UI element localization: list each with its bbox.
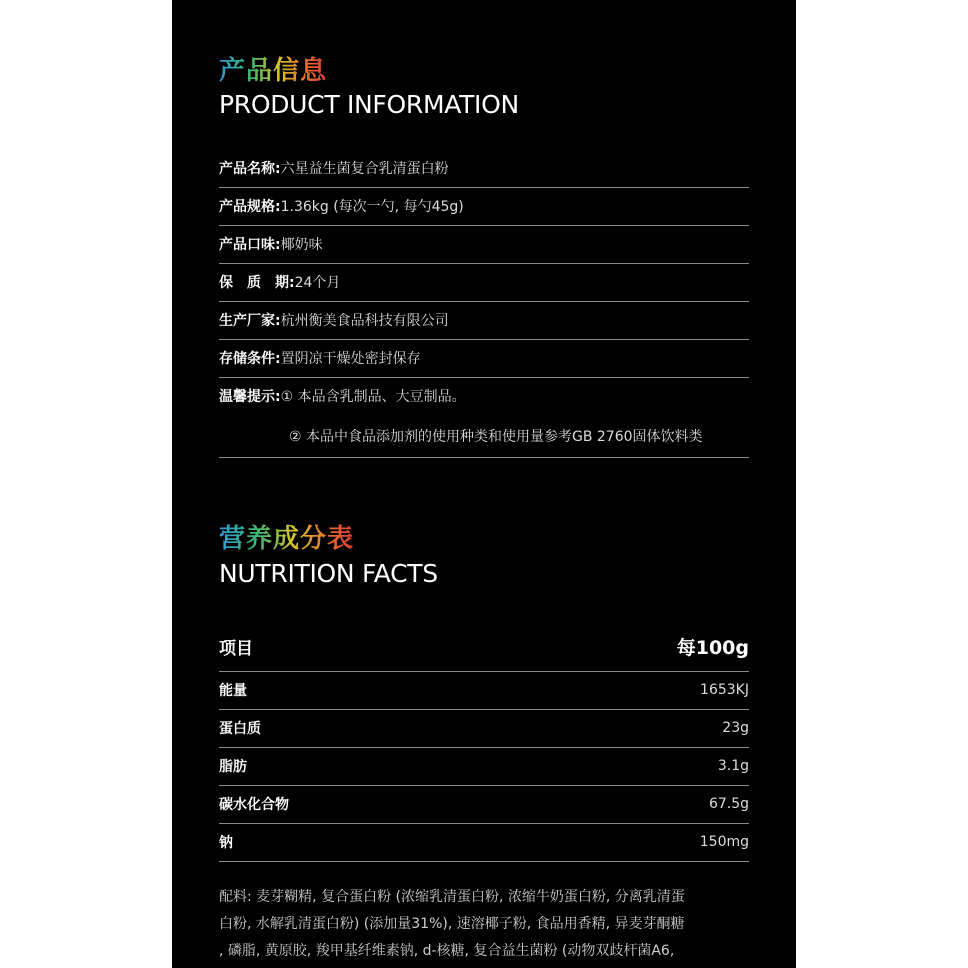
- ingredients-line: , 磷脂, 黄原胶, 羧甲基纤维素钠, d-核糖, 复合益生菌粉 (动物双歧杆菌A6,: [219, 943, 675, 959]
- info-row-shelf-life: [219, 263, 749, 302]
- info-row-flavor: [219, 225, 749, 264]
- info-label: 温馨提示:: [219, 389, 281, 405]
- header-per-100g: 每100g: [676, 636, 749, 659]
- info-value: 24个月: [294, 275, 341, 291]
- nutrient-name: 碳水化合物: [219, 797, 289, 813]
- ingredients-text: [219, 884, 759, 965]
- nutrition-table-header: [219, 621, 749, 672]
- nutrient-name: 钠: [219, 835, 233, 851]
- info-row-spec: [219, 187, 749, 226]
- info-value: 椰奶味: [280, 237, 323, 253]
- nutrient-value: 67.5g: [708, 796, 749, 812]
- nutrition-title-zh: 营养成分表: [219, 518, 354, 555]
- info-value: 六星益生菌复合乳清蛋白粉: [280, 161, 449, 177]
- info-row-storage: [219, 339, 749, 378]
- info-label: 产品口味:: [219, 237, 281, 253]
- table-row: [219, 709, 749, 748]
- info-value: 1.36kg (每次一勺, 每勺45g): [280, 199, 464, 215]
- nutrition-title-en: NUTRITION FACTS: [219, 559, 438, 588]
- info-row-manufacturer: [219, 301, 749, 340]
- info-row-tips-2: [219, 415, 749, 458]
- header-item: 项目: [219, 638, 253, 659]
- table-row: [219, 747, 749, 786]
- nutrient-value: 150mg: [699, 834, 749, 850]
- nutrient-value: 1653KJ: [700, 682, 749, 698]
- info-value: 杭州衡美食品科技有限公司: [280, 313, 449, 329]
- product-info-title-en: PRODUCT INFORMATION: [219, 90, 519, 119]
- ingredients-line: 配料: 麦芽糊精, 复合蛋白粉 (浓缩乳清蛋白粉, 浓缩牛奶蛋白粉, 分离乳清蛋: [219, 889, 685, 905]
- nutrient-value: 23g: [722, 720, 749, 736]
- table-row: [219, 671, 749, 710]
- info-row-tips: [219, 377, 749, 415]
- info-label: 生产厂家:: [219, 313, 281, 329]
- product-detail-panel: [172, 0, 796, 968]
- nutrient-name: 能量: [219, 683, 247, 699]
- info-value: 置阴凉干燥处密封保存: [280, 351, 421, 367]
- info-value: ① 本品含乳制品、大豆制品。: [280, 389, 466, 405]
- info-row-name: [219, 149, 749, 188]
- table-row: [219, 785, 749, 824]
- nutrient-name: 脂肪: [219, 759, 247, 775]
- nutrient-value: 3.1g: [717, 758, 749, 774]
- ingredients-line: 白粉, 水解乳清蛋白粉) (添加量31%), 速溶椰子粉, 食品用香精, 异麦芽酮糖: [219, 916, 685, 932]
- product-info-title-zh: 产品信息: [219, 50, 327, 87]
- info-value: ② 本品中食品添加剂的使用种类和使用量参考GB 2760固体饮料类: [289, 429, 703, 445]
- table-row: [219, 823, 749, 862]
- info-label: 产品规格:: [219, 199, 281, 215]
- info-label: 存储条件:: [219, 351, 281, 367]
- info-label: 保 质 期:: [219, 275, 295, 291]
- nutrient-name: 蛋白质: [219, 721, 261, 737]
- info-label: 产品名称:: [219, 161, 281, 177]
